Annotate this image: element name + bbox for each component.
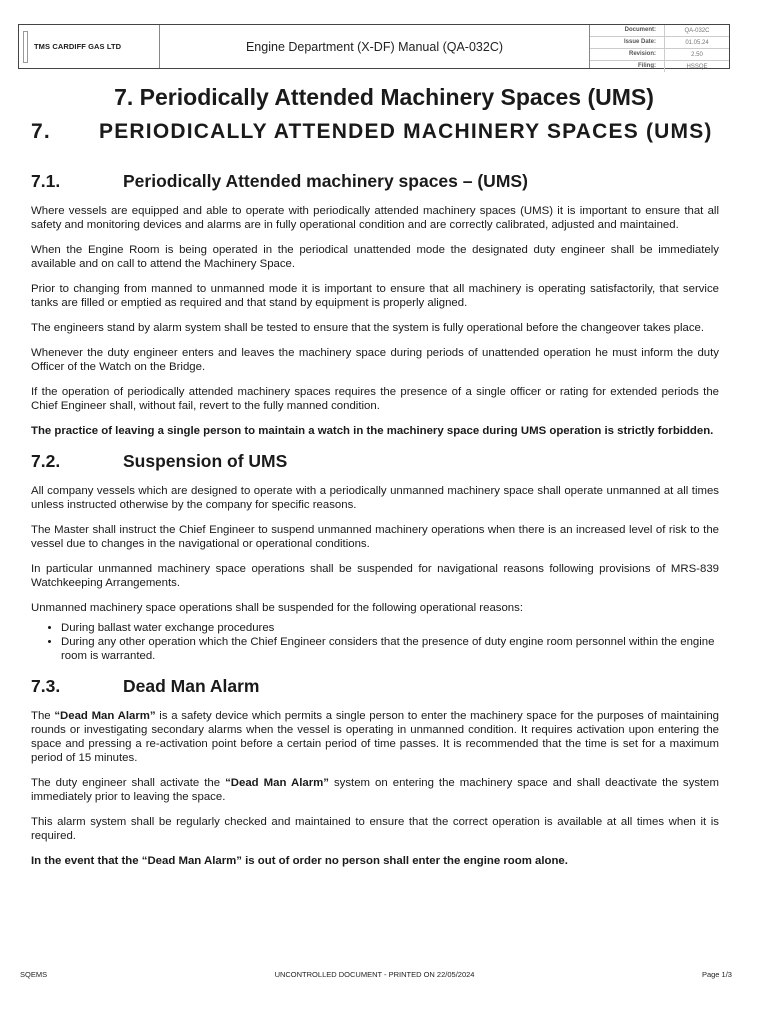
section-heading [31, 675, 719, 697]
section-7-3 [31, 675, 719, 868]
meta-label: Document: [590, 25, 665, 36]
bullet-list [31, 621, 719, 663]
paragraph: The Master shall instruct the Chief Engineer to suspend unmanned machinery operations when there is an increased level of risk to the vessel due to changes in the navigational or operational conditions. [31, 524, 719, 550]
manual-title: Engine Department (X-DF) Manual (QA-032C) [160, 25, 590, 68]
section-number: 7.2. [31, 451, 61, 471]
meta-label: Revision: [590, 49, 665, 60]
chapter-title: PERIODICALLY ATTENDED MACHINERY SPACES (UMS) [99, 120, 713, 143]
meta-label: Issue Date: [590, 37, 665, 48]
meta-value: HSSQE [686, 63, 708, 70]
meta-value: 01.05.24 [685, 39, 709, 46]
paragraph: Whenever the duty engineer enters and leaves the machinery space during periods of unattended operation he must inform the duty Officer of the Watch on the Bridge. [31, 347, 719, 373]
page-number: Page 1/3 [701, 970, 732, 979]
section-title: Dead Man Alarm [123, 676, 260, 696]
paragraph: The engineers stand by alarm system shall be tested to ensure that the system is fully operational before the changeover takes place. [31, 322, 705, 334]
paragraph: All company vessels which are designed to operate with a periodically unmanned machinery space shall operate unmanned at all times unless instructed otherwise by the company for specific reasons. [31, 485, 719, 511]
meta-row-document [590, 25, 729, 37]
paragraph: When the Engine Room is being operated in the periodical unattended mode the designated duty engineer shall be immediately available and on call to attend the Machinery Space. [31, 244, 719, 270]
header-logo-cell [19, 25, 160, 68]
document-body [31, 170, 719, 880]
text-run: system on entering the machinery space and shall deactivate the system immediately prior to leaving the space. [31, 777, 719, 803]
paragraph: Where vessels are equipped and able to operate with periodically attended machinery spaces (UMS) it is important to ensure that all safety and monitoring devices and alarms are in fully operational condition and are correctly calibrated, adjusted and maintained. [31, 205, 719, 231]
meta-row-filing [590, 61, 729, 72]
meta-row-revision [590, 49, 729, 61]
text-run: is a safety device which permits a single person to enter the machinery space for the purposes of maintaining rounds or investigating secondary alarms when the vessel is operating in unmanned condition. It requires activation upon entering the space and pressing a re-activation point before a certain period of time passes. It is recommended that the time is set for a maximum period of 15 minutes. [31, 710, 720, 764]
page-title: 7. Periodically Attended Machinery Spaces (UMS) [114, 84, 654, 110]
logo-mark-icon [23, 31, 28, 63]
section-heading [31, 450, 719, 472]
paragraph: In particular unmanned machinery space operations shall be suspended for navigational reasons following provisions of MRS-839 Watchkeeping Arrangements. [31, 563, 719, 589]
paragraph [31, 709, 719, 765]
section-7-2 [31, 450, 719, 663]
section-heading [31, 170, 719, 192]
section-number: 7.3. [31, 676, 61, 696]
section-title: Suspension of UMS [123, 451, 288, 471]
paragraph: Unmanned machinery space operations shall be suspended for the following operational reasons: [31, 602, 523, 614]
paragraph: Prior to changing from manned to unmanned mode it is important to ensure that all machinery is operating satisfactorily, that service tanks are filled or emptied as required and that stand by equipment is properly aligned. [31, 283, 719, 309]
meta-label: Filing: [590, 61, 665, 72]
dead-man-alarm-term: “Dead Man Alarm” [225, 777, 329, 789]
chapter-heading [31, 122, 721, 141]
list-item: • During any other operation which the Chief Engineer considers that the presence of duty engine room personnel within the engine room is warranted. [61, 635, 719, 663]
dead-man-alarm-term: “Dead Man Alarm” [54, 710, 156, 722]
company-name: TMS CARDIFF GAS LTD [34, 42, 122, 51]
paragraph [31, 776, 719, 804]
document-header [18, 24, 730, 69]
warning-note: In the event that the “Dead Man Alarm” is out of order no person shall enter the engine room alone. [31, 855, 568, 867]
section-title: Periodically Attended machinery spaces – (UMS) [123, 171, 528, 191]
meta-value: 2.50 [691, 51, 703, 58]
text-run: The [31, 710, 55, 722]
warning-note: The practice of leaving a single person to maintain a watch in the machinery space during UMS operation is strictly forbidden. [31, 425, 714, 437]
text-run: The duty engineer shall activate the [31, 777, 226, 789]
chapter-number: 7. [31, 120, 51, 143]
document-meta-table [590, 25, 729, 68]
meta-row-issue-date [590, 37, 729, 49]
page-footer [20, 970, 732, 979]
meta-value: QA-032C [684, 27, 710, 34]
section-number: 7.1. [31, 171, 61, 191]
list-item: • During ballast water exchange procedures [61, 621, 719, 635]
paragraph: If the operation of periodically attended machinery spaces requires the presence of a single officer or rating for extended periods the Chief Engineer shall, without fail, revert to the fully manned condition. [31, 386, 719, 412]
footer-center: UNCONTROLLED DOCUMENT - PRINTED ON 22/05/2024 [274, 970, 475, 979]
section-7-1 [31, 170, 719, 438]
paragraph: This alarm system shall be regularly checked and maintained to ensure that the correct operation is available at all times when it is required. [31, 816, 719, 842]
footer-left: SQEMS [20, 970, 48, 979]
